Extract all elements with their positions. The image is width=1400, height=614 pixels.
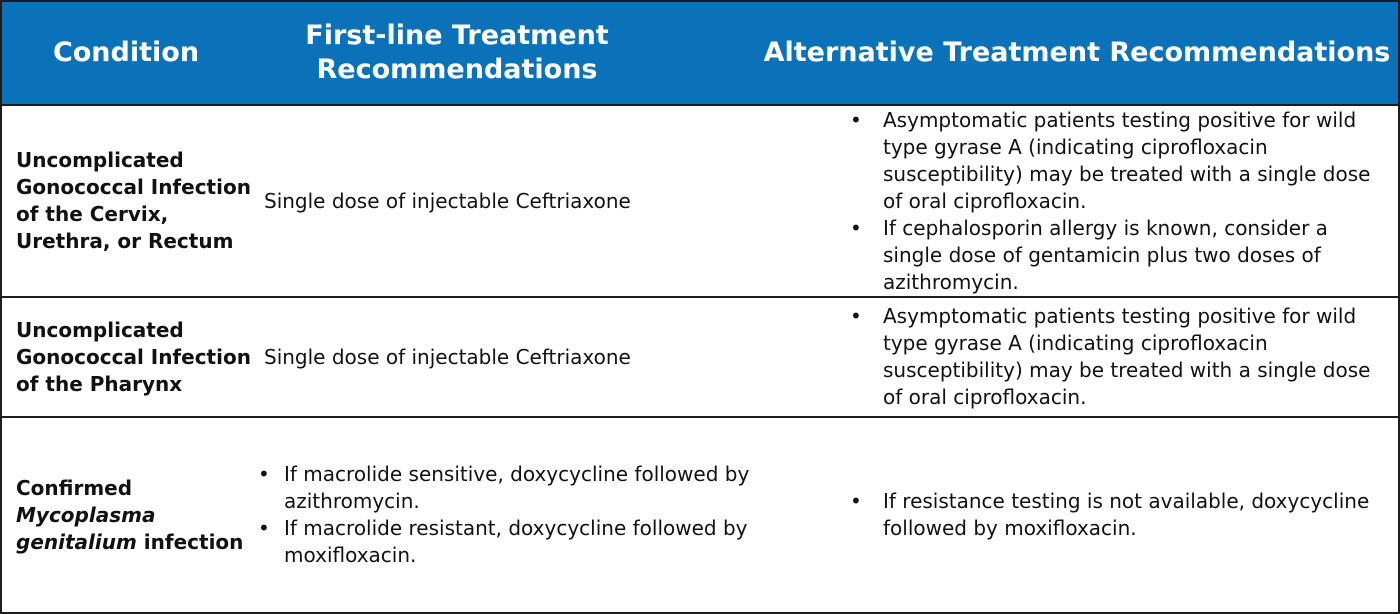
list-item: • If macrolide sensitive, doxycycline followed by azithromycin.	[264, 461, 824, 515]
alternative-cell	[846, 298, 1392, 416]
header-condition: Condition	[52, 37, 200, 68]
condition-text-part: Confirmed	[16, 475, 133, 500]
alternative-list	[846, 107, 1392, 296]
condition-text: Uncomplicated Gonococcal Infection of the Pharynx	[16, 317, 251, 396]
header-first-line: First-line Treatment Recommendations	[305, 20, 609, 85]
list-item: • If macrolide resistant, doxycycline followed by moxifloxacin.	[264, 515, 824, 569]
first-line-text: Single dose of injectable Ceftriaxone	[264, 188, 631, 213]
first-line-cell	[264, 106, 824, 296]
alternative-cell	[846, 106, 1392, 296]
condition-cell	[16, 106, 252, 296]
first-line-list	[264, 461, 824, 569]
first-line-text: Single dose of injectable Ceftriaxone	[264, 344, 631, 369]
alternative-list	[846, 303, 1392, 411]
list-item: • Asymptomatic patients testing positive for wild type gyrase A (indicating ciprofloxacin susceptibility) may be treated with a single dose of oral ciprofloxacin.	[846, 303, 1392, 411]
header-alternative: Alternative Treatment Recommendations	[763, 37, 1391, 68]
list-item: • Asymptomatic patients testing positive for wild type gyrase A (indicating ciprofloxacin susceptibility) may be treated with a single dose of oral ciprofloxacin.	[846, 107, 1392, 215]
first-line-cell	[264, 418, 824, 612]
list-item: • If resistance testing is not available, doxycycline followed by moxifloxacin.	[846, 488, 1392, 542]
table-header	[2, 2, 1398, 104]
condition-text	[16, 475, 252, 556]
first-line-cell	[264, 298, 824, 416]
list-item: • If cephalosporin allergy is known, consider a single dose of gentamicin plus two doses of azithromycin.	[846, 215, 1392, 296]
organism-name: Mycoplasma genitalium	[16, 502, 156, 554]
condition-cell	[16, 418, 252, 612]
condition-text-part: infection	[143, 529, 244, 554]
alternative-cell	[846, 418, 1392, 612]
alternative-list	[846, 488, 1392, 542]
condition-cell	[16, 298, 252, 416]
condition-text: Uncomplicated Gonococcal Infection of the Cervix, Urethra, or Rectum	[16, 148, 251, 253]
